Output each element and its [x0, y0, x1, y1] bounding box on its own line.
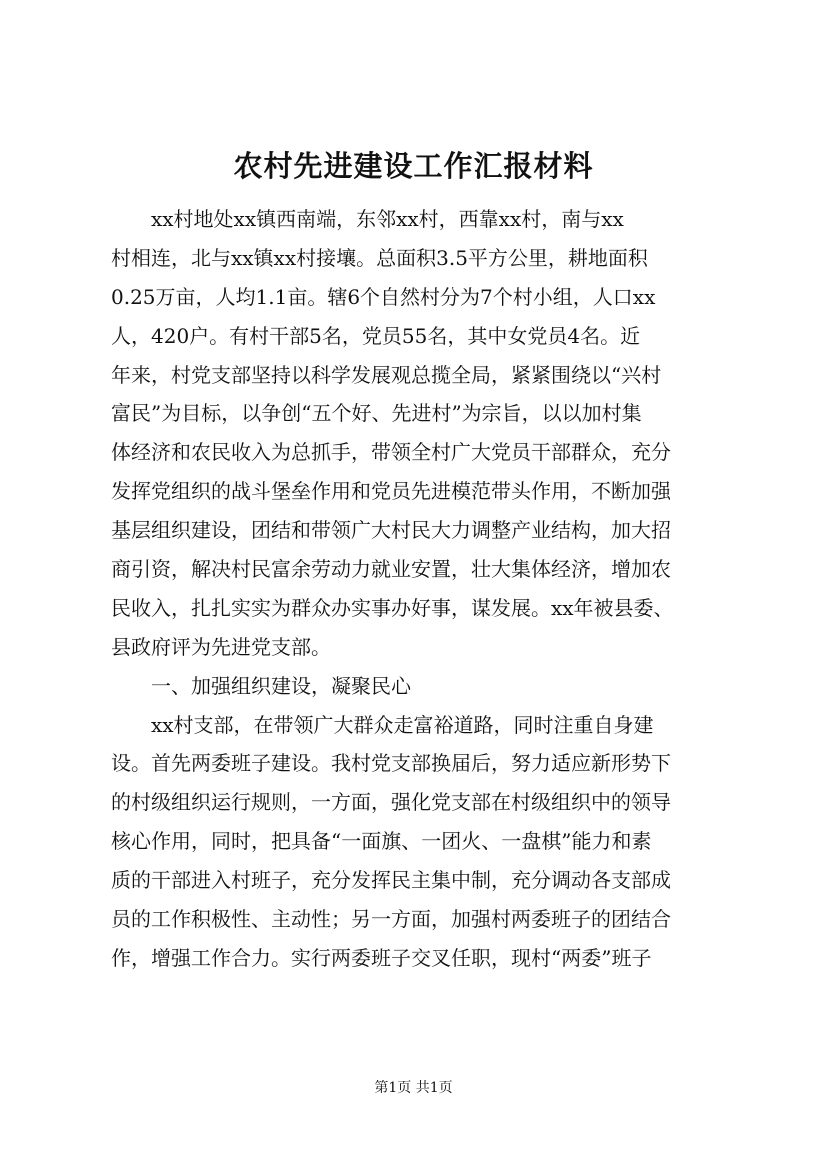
section-heading: 一、加强组织建设，凝聚民心	[151, 673, 411, 698]
paragraph-line: 基层组织建设，团结和带领广大村民大力调整产业结构，加大招	[111, 518, 671, 543]
paragraph-line: 体经济和农民收入为总抓手，带领全村广大党员干部群众，充分	[111, 440, 671, 465]
paragraph-line: 质的干部进入村班子，充分发挥民主集中制，充分调动各支部成	[111, 868, 671, 893]
document-body	[111, 200, 731, 978]
document-title: 农村先进建设工作汇报材料	[233, 149, 594, 183]
paragraph-line: 作，增强工作合力。实行两委班子交叉任职，现村“两委”班子	[111, 945, 652, 970]
paragraph-line: 员的工作积极性、主动性；另一方面，加强村两委班子的团结合	[111, 907, 671, 932]
paragraph-line: 的村级组织运行规则，一方面，强化党支部在村级组织中的领导	[111, 790, 671, 815]
paragraph-line: xx村地处xx镇西南端，东邻xx村，西靠xx村，南与xx	[151, 207, 624, 231]
paragraph-line: 民收入，扎扎实实为群众办实事办好事，谋发展。xx年被县委、	[111, 595, 674, 620]
paragraph-line: 核心作用，同时，把具备“一面旗、一团火、一盘棋”能力和素	[111, 829, 652, 854]
paragraph-line: 设。首先两委班子建设。我村党支部换届后，努力适应新形势下	[111, 751, 671, 776]
paragraph-line: 县政府评为先进党支部。	[111, 634, 331, 659]
paragraph-line: 商引资，解决村民富余劳动力就业安置，壮大集体经济，增加农	[111, 557, 671, 582]
paragraph-line: 发挥党组织的战斗堡垒作用和党员先进模范带头作用，不断加强	[111, 479, 671, 504]
paragraph-line: 富民”为目标，以争创“五个好、先进村”为宗旨，以以加村集	[111, 401, 642, 426]
paragraph-line: 村相连，北与xx镇xx村接壤。总面积3.5平方公里，耕地面积	[111, 245, 648, 270]
paragraph-line: 年来，村党支部坚持以科学发展观总揽全局，紧紧围绕以“兴村	[111, 362, 662, 387]
paragraph-line: 0.25万亩，人均1.1亩。辖6个自然村分为7个村小组，人口xx	[111, 284, 656, 309]
paragraph-line: xx村支部，在带领广大群众走富裕道路，同时注重自身建	[151, 712, 654, 737]
paragraph-line: 人，420户。有村干部5名，党员55名，其中女党员4名。近	[111, 323, 641, 348]
page-footer: 第1页 共1页	[374, 1080, 453, 1096]
